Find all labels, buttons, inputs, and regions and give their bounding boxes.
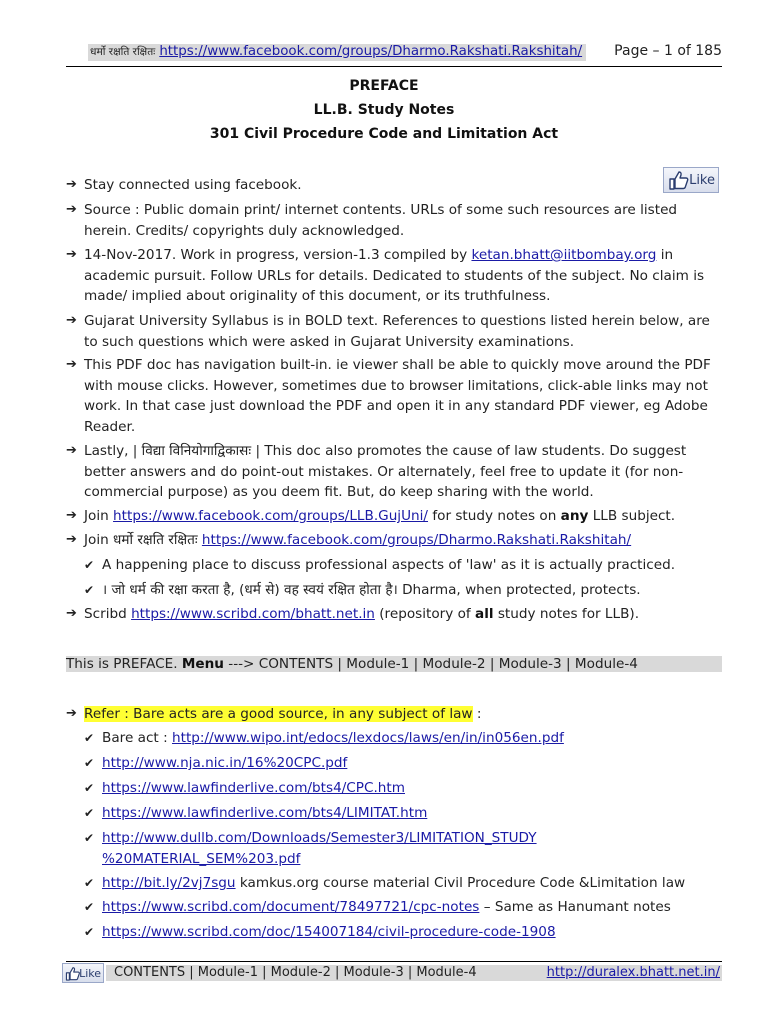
ref-text (102, 828, 724, 869)
ref-scribd-cpc-1908 (84, 922, 724, 943)
bullet-text-part: study notes for LLB). (493, 606, 640, 622)
ref-text (102, 728, 724, 749)
menu-prefix: This is PREFACE. (66, 656, 182, 672)
bullet-text-part: Join (84, 508, 114, 524)
bullet-text: Lastly, | विद्या विनियोगाद्विकासः | This doc also promotes the cause of law students. Do suggest better answers and do point-out mistakes. Or alternately, feel free to update it (for non-commercial purpose) as you deem fit. But, do keep sharing with the world. (84, 443, 687, 500)
menu-label: Menu (181, 656, 224, 672)
bold-word: any (560, 508, 589, 524)
page-footer (62, 963, 722, 985)
bullet-text (84, 604, 722, 625)
email-link[interactable]: ketan.bhatt@iitbombay.org (471, 247, 657, 263)
ref-text (102, 922, 724, 943)
highlighted-text: Refer : Bare acts are a good source, in any subject of law (84, 706, 473, 722)
ref-prefix: Bare act : (102, 730, 172, 746)
scribd-cpc-1908-link[interactable]: https://www.scribd.com/doc/154007184/civil-procedure-code-1908 (102, 924, 556, 940)
arrow-icon: ➔ (66, 532, 77, 547)
dullb-link-part-2[interactable]: %20MATERIAL_SEM%203.pdf (102, 850, 301, 867)
dharmo-group-link[interactable]: https://www.facebook.com/groups/Dharmo.Rakshati.Rakshitah/ (201, 532, 632, 548)
ref-text (102, 753, 724, 774)
bullet-source (66, 200, 722, 241)
page-number: Page – 1 of 185 (614, 43, 722, 59)
header-rule (66, 66, 722, 67)
wipo-link[interactable]: http://www.wipo.int/edocs/lexdocs/laws/en/in/in056en.pdf (172, 730, 564, 746)
checkmark-icon: ✔ (84, 831, 95, 845)
nja-link[interactable]: http://www.nja.nic.in/16%20CPC.pdf (102, 755, 348, 771)
arrow-icon: ➔ (66, 606, 77, 621)
bullet-refer (66, 704, 722, 725)
bullet-join-llb (66, 506, 722, 527)
bold-word: all (475, 606, 494, 622)
like-label: Like (79, 967, 101, 980)
header-url-link[interactable]: https://www.facebook.com/groups/Dharmo.Rakshati.Rakshitah/ (159, 44, 583, 59)
footer-like-button[interactable] (62, 963, 104, 983)
bullet-text: Gujarat University Syllabus is in BOLD text. References to questions listed herein below, are to such questions which were asked in Gujarat University examinations. (84, 313, 710, 350)
ref-suffix: – Same as Hanumant notes (479, 899, 671, 915)
ref-suffix: kamkus.org course material Civil Procedure Code &Limitation law (235, 875, 686, 891)
ref-lawfinder-limitat (84, 803, 724, 824)
sub-bullet-happening (84, 555, 724, 576)
bullet-lastly (66, 441, 722, 503)
scribd-link[interactable]: https://www.scribd.com/bhatt.net.in (131, 606, 375, 622)
bullet-text-part: 14-Nov-2017. Work in progress, version-1.3 compiled by (84, 247, 472, 263)
ref-bare-act (84, 728, 724, 749)
bullet-text (84, 245, 722, 307)
bullet-text-part: in academic pursuit. Follow URLs for details. Dedicated to students of the subject. No claim is made/ implied about originality of this document, or its truthfulness. (84, 247, 705, 304)
ref-text (102, 897, 724, 918)
header-left (90, 44, 582, 59)
checkmark-icon: ✔ (84, 925, 95, 939)
bullet-join-dharmo (66, 530, 722, 551)
bitly-link[interactable]: http://bit.ly/2vj7sgu (102, 875, 236, 891)
header-devanagari: धर्मो रक्षति रक्षितः (90, 46, 156, 58)
checkmark-icon: ✔ (84, 781, 95, 795)
ref-lawfinder-cpc (84, 778, 724, 799)
title-study-notes: LL.B. Study Notes (313, 102, 455, 118)
lawfinder-cpc-link[interactable]: https://www.lawfinderlive.com/bts4/CPC.htm (102, 780, 405, 796)
sub-bullet-text: । जो धर्म की रक्षा करता है, (धर्म से) वह स्वयं रक्षित होता है। Dharma, when protected, protects. (102, 582, 641, 598)
checkmark-icon: ✔ (84, 756, 95, 770)
arrow-icon: ➔ (66, 706, 77, 721)
bullet-scribd (66, 604, 722, 625)
bullet-version (66, 245, 722, 307)
ref-text (102, 873, 724, 894)
llb-group-link[interactable]: https://www.facebook.com/groups/LLB.GujUni/ (113, 508, 429, 524)
thumbs-up-icon (65, 966, 81, 981)
arrow-icon: ➔ (66, 508, 77, 523)
scribd-cpc-notes-link[interactable]: https://www.scribd.com/document/78497721/cpc-notes (102, 899, 480, 915)
bullet-text (84, 530, 722, 551)
footer-menu[interactable]: CONTENTS | Module-1 | Module-2 | Module-3 | Module-4 (114, 965, 477, 980)
bullet-text-part: for study notes on (428, 508, 561, 524)
sub-bullet-text: A happening place to discuss professional aspects of 'law' as it is actually practiced. (102, 557, 676, 573)
footer-url-link[interactable]: http://duralex.bhatt.net.in/ (546, 965, 720, 980)
arrow-icon: ➔ (66, 313, 77, 328)
ref-dullb (84, 828, 724, 869)
lawfinder-limitat-link[interactable]: https://www.lawfinderlive.com/bts4/LIMITAT.htm (102, 805, 428, 821)
preface-menu-bar[interactable] (66, 656, 722, 672)
ref-scribd-cpc-notes (84, 897, 724, 918)
dullb-link-part-1[interactable]: http://www.dullb.com/Downloads/Semester3/LIMITATION_STUDY (102, 830, 537, 846)
checkmark-icon: ✔ (84, 876, 95, 890)
bullet-text-part: Join धर्मो रक्षति रक्षितः (84, 532, 202, 548)
title-preface: PREFACE (349, 78, 419, 94)
bullet-text (84, 506, 722, 527)
bullet-text-part: (repository of (374, 606, 476, 622)
menu-links[interactable]: ---> CONTENTS | Module-1 | Module-2 | Module-3 | Module-4 (223, 656, 638, 672)
arrow-icon: ➔ (66, 202, 77, 217)
arrow-icon: ➔ (66, 357, 77, 372)
ref-text (102, 803, 724, 824)
bullet-text-part: Scribd (84, 606, 132, 622)
bullet-text-part: LLB subject. (588, 508, 676, 524)
ref-bitly (84, 873, 724, 894)
bullet-text (84, 704, 722, 725)
checkmark-icon: ✔ (84, 583, 95, 597)
bullet-syllabus (66, 311, 722, 352)
bullet-text-part: : (472, 706, 482, 722)
bullet-text: Source : Public domain print/ internet contents. URLs of some such resources are listed herein. Credits/ copyrights duly acknowledged. (84, 202, 678, 239)
arrow-icon: ➔ (66, 247, 77, 262)
bullet-stay-connected (66, 172, 722, 196)
ref-text (102, 778, 724, 799)
bullet-pdf-navigation (66, 355, 722, 437)
sub-bullet-dharma (84, 580, 724, 601)
checkmark-icon: ✔ (84, 806, 95, 820)
footer-rule (66, 961, 722, 962)
checkmark-icon: ✔ (84, 558, 95, 572)
ref-nja (84, 753, 724, 774)
bullet-text: This PDF doc has navigation built-in. ie viewer shall be able to quickly move around the PDF with mouse clicks. However, sometimes due to browser limitations, click-able links may not work. In that case just download the PDF and open it in any standard PDF viewer, eg Adobe Reader. (84, 357, 711, 435)
arrow-icon: ➔ (66, 443, 77, 458)
checkmark-icon: ✔ (84, 900, 95, 914)
arrow-icon: ➔ (66, 177, 77, 192)
title-subject: 301 Civil Procedure Code and Limitation Act (209, 126, 559, 142)
like-label: Like (689, 172, 715, 188)
page-header (88, 43, 722, 63)
checkmark-icon: ✔ (84, 731, 95, 745)
bullet-text: Stay connected using facebook. (84, 177, 302, 193)
